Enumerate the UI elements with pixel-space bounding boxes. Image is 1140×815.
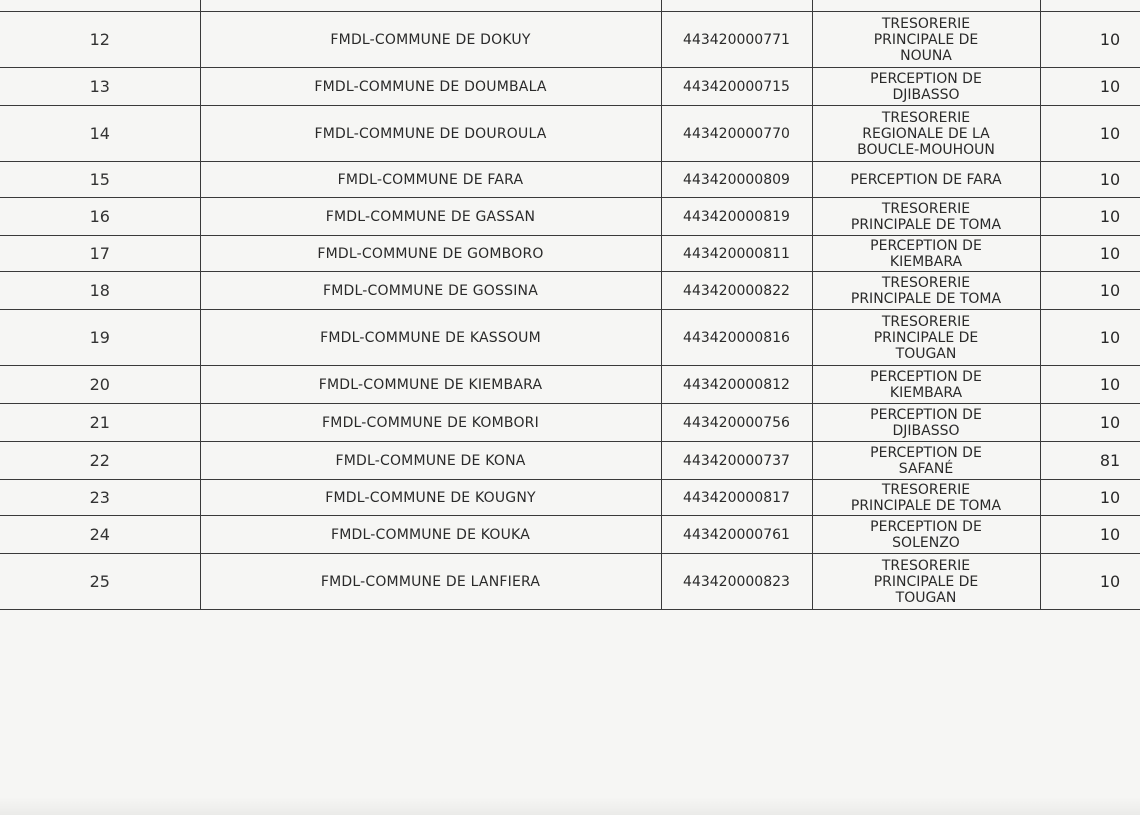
table-row (0, 366, 1140, 404)
treasury-office-cell (812, 366, 1040, 404)
row-number-cell: 12 (0, 12, 200, 68)
table-row (0, 12, 1140, 68)
amount-cell: 10 (1040, 272, 1140, 310)
table-row (0, 516, 1140, 554)
treasury-office-cell (812, 310, 1040, 366)
office-line: KIEMBARA (889, 253, 963, 270)
row-number-cell: 21 (0, 404, 200, 442)
office-line: KIEMBARA (889, 384, 963, 401)
commune-name-cell: FMDL-COMMUNE DE KOUGNY (200, 480, 661, 516)
amount-cell: 10 (1040, 198, 1140, 236)
office-line: DJIBASSO (892, 422, 960, 439)
commune-name-cell: FMDL-COMMUNE DE GASSAN (200, 198, 661, 236)
office-line: TRESORERIE (881, 481, 971, 498)
row-number-cell: 13 (0, 68, 200, 106)
office-line: TOUGAN (895, 589, 957, 606)
account-number-cell: 443420000823 (661, 554, 812, 610)
row-number-cell: 23 (0, 480, 200, 516)
office-line: NOUNA (900, 47, 952, 64)
row-number-cell: 15 (0, 162, 200, 198)
commune-name-cell: FMDL-COMMUNE DE KASSOUM (200, 310, 661, 366)
treasury-office-cell (812, 68, 1040, 106)
amount-cell: 10 (1040, 554, 1140, 610)
office-line: REGIONALE DE LA (862, 125, 990, 142)
office-line: TRESORERIE (881, 274, 971, 291)
commune-name-cell: FMDL-COMMUNE DE DOUROULA (200, 106, 661, 162)
account-number-cell: 443420000817 (661, 480, 812, 516)
amount-cell: 10 (1040, 404, 1140, 442)
table-row (0, 106, 1140, 162)
row-number-cell: 19 (0, 310, 200, 366)
account-number-cell: 443420000756 (661, 404, 812, 442)
account-number-cell: 443420000771 (661, 12, 812, 68)
office-line: PRINCIPALE DE TOMA (850, 290, 1002, 307)
row-number-cell: 17 (0, 236, 200, 272)
office-line: TRESORERIE (881, 557, 971, 574)
table-row (0, 68, 1140, 106)
table-row (0, 272, 1140, 310)
row-number-cell: 16 (0, 198, 200, 236)
office-line: PERCEPTION DE (870, 444, 982, 461)
row-number-cell: 14 (0, 106, 200, 162)
table-row (0, 442, 1140, 480)
table-row (0, 554, 1140, 610)
office-line: TRESORERIE (881, 109, 971, 126)
office-line: TRESORERIE (881, 15, 971, 32)
office-line: PERCEPTION DE (870, 237, 982, 254)
office-line: SOLENZO (892, 534, 960, 551)
account-number-cell: 443420000819 (661, 198, 812, 236)
account-number-cell: 443420000809 (661, 162, 812, 198)
treasury-office-cell (812, 442, 1040, 480)
table-row (0, 162, 1140, 198)
office-line: BOUCLE-MOUHOUN (857, 141, 995, 158)
commune-name-cell: FMDL-COMMUNE DE GOSSINA (200, 272, 661, 310)
office-line: PRINCIPALE DE (873, 329, 979, 346)
commune-name-cell: FMDL-COMMUNE DE KONA (200, 442, 661, 480)
office-line: PRINCIPALE DE TOMA (850, 497, 1002, 514)
treasury-office-cell (812, 198, 1040, 236)
table-row (0, 404, 1140, 442)
treasury-office-cell (812, 162, 1040, 198)
office-line: PRINCIPALE DE TOMA (850, 216, 1002, 233)
amount-cell: 10 (1040, 236, 1140, 272)
commune-name-cell: FMDL-COMMUNE DE DOKUY (200, 12, 661, 68)
commune-name-cell: FMDL-COMMUNE DE DOUMBALA (200, 68, 661, 106)
office-line: PERCEPTION DE (870, 406, 982, 423)
treasury-office-cell (812, 106, 1040, 162)
commune-name-cell: FMDL-COMMUNE DE KOUKA (200, 516, 661, 554)
office-line: PRINCIPALE DE (873, 31, 979, 48)
account-number-cell: 443420000770 (661, 106, 812, 162)
table-row (0, 310, 1140, 366)
amount-cell: 81 (1040, 442, 1140, 480)
treasury-office-cell (812, 272, 1040, 310)
treasury-office-cell (812, 516, 1040, 554)
row-number-cell: 22 (0, 442, 200, 480)
account-number-cell: 443420000812 (661, 366, 812, 404)
commune-name-cell: FMDL-COMMUNE DE GOMBORO (200, 236, 661, 272)
amount-cell: 10 (1040, 480, 1140, 516)
account-number-cell: 443420000822 (661, 272, 812, 310)
commune-name-cell: FMDL-COMMUNE DE LANFIERA (200, 554, 661, 610)
treasury-office-cell (812, 236, 1040, 272)
page-edge-shadow (0, 797, 1140, 815)
treasury-office-cell (812, 12, 1040, 68)
table-row-previous (0, 0, 1140, 12)
office-line: PRINCIPALE DE (873, 573, 979, 590)
account-number-cell: 443420000737 (661, 442, 812, 480)
account-number-cell: 443420000761 (661, 516, 812, 554)
office-line: PERCEPTION DE (870, 70, 982, 87)
office-line: SAFANÉ (898, 460, 954, 477)
office-line: TRESORERIE (881, 313, 971, 330)
row-number-cell: 24 (0, 516, 200, 554)
office-line: DJIBASSO (892, 86, 960, 103)
amount-cell: 10 (1040, 68, 1140, 106)
office-line: PERCEPTION DE (870, 368, 982, 385)
amount-cell: 10 (1040, 310, 1140, 366)
commune-name-cell: FMDL-COMMUNE DE KIEMBARA (200, 366, 661, 404)
commune-name-cell: FMDL-COMMUNE DE FARA (200, 162, 661, 198)
amount-cell: 10 (1040, 516, 1140, 554)
treasury-office-cell (812, 554, 1040, 610)
row-number-cell: 25 (0, 554, 200, 610)
office-line: TRESORERIE (881, 200, 971, 217)
amount-cell: 10 (1040, 162, 1140, 198)
amount-cell: 10 (1040, 12, 1140, 68)
account-number-cell: 443420000816 (661, 310, 812, 366)
table-row (0, 236, 1140, 272)
office-line: TOUGAN (895, 345, 957, 362)
row-number-cell: 18 (0, 272, 200, 310)
amount-cell: 10 (1040, 366, 1140, 404)
table-row (0, 480, 1140, 516)
treasury-office-cell (812, 404, 1040, 442)
office-line: PERCEPTION DE (870, 518, 982, 535)
account-number-cell: 443420000811 (661, 236, 812, 272)
amount-cell: 10 (1040, 106, 1140, 162)
commune-name-cell: FMDL-COMMUNE DE KOMBORI (200, 404, 661, 442)
office-line: PERCEPTION DE FARA (850, 171, 1002, 188)
treasury-office-cell (812, 480, 1040, 516)
table-row (0, 198, 1140, 236)
account-number-cell: 443420000715 (661, 68, 812, 106)
row-number-cell: 20 (0, 366, 200, 404)
